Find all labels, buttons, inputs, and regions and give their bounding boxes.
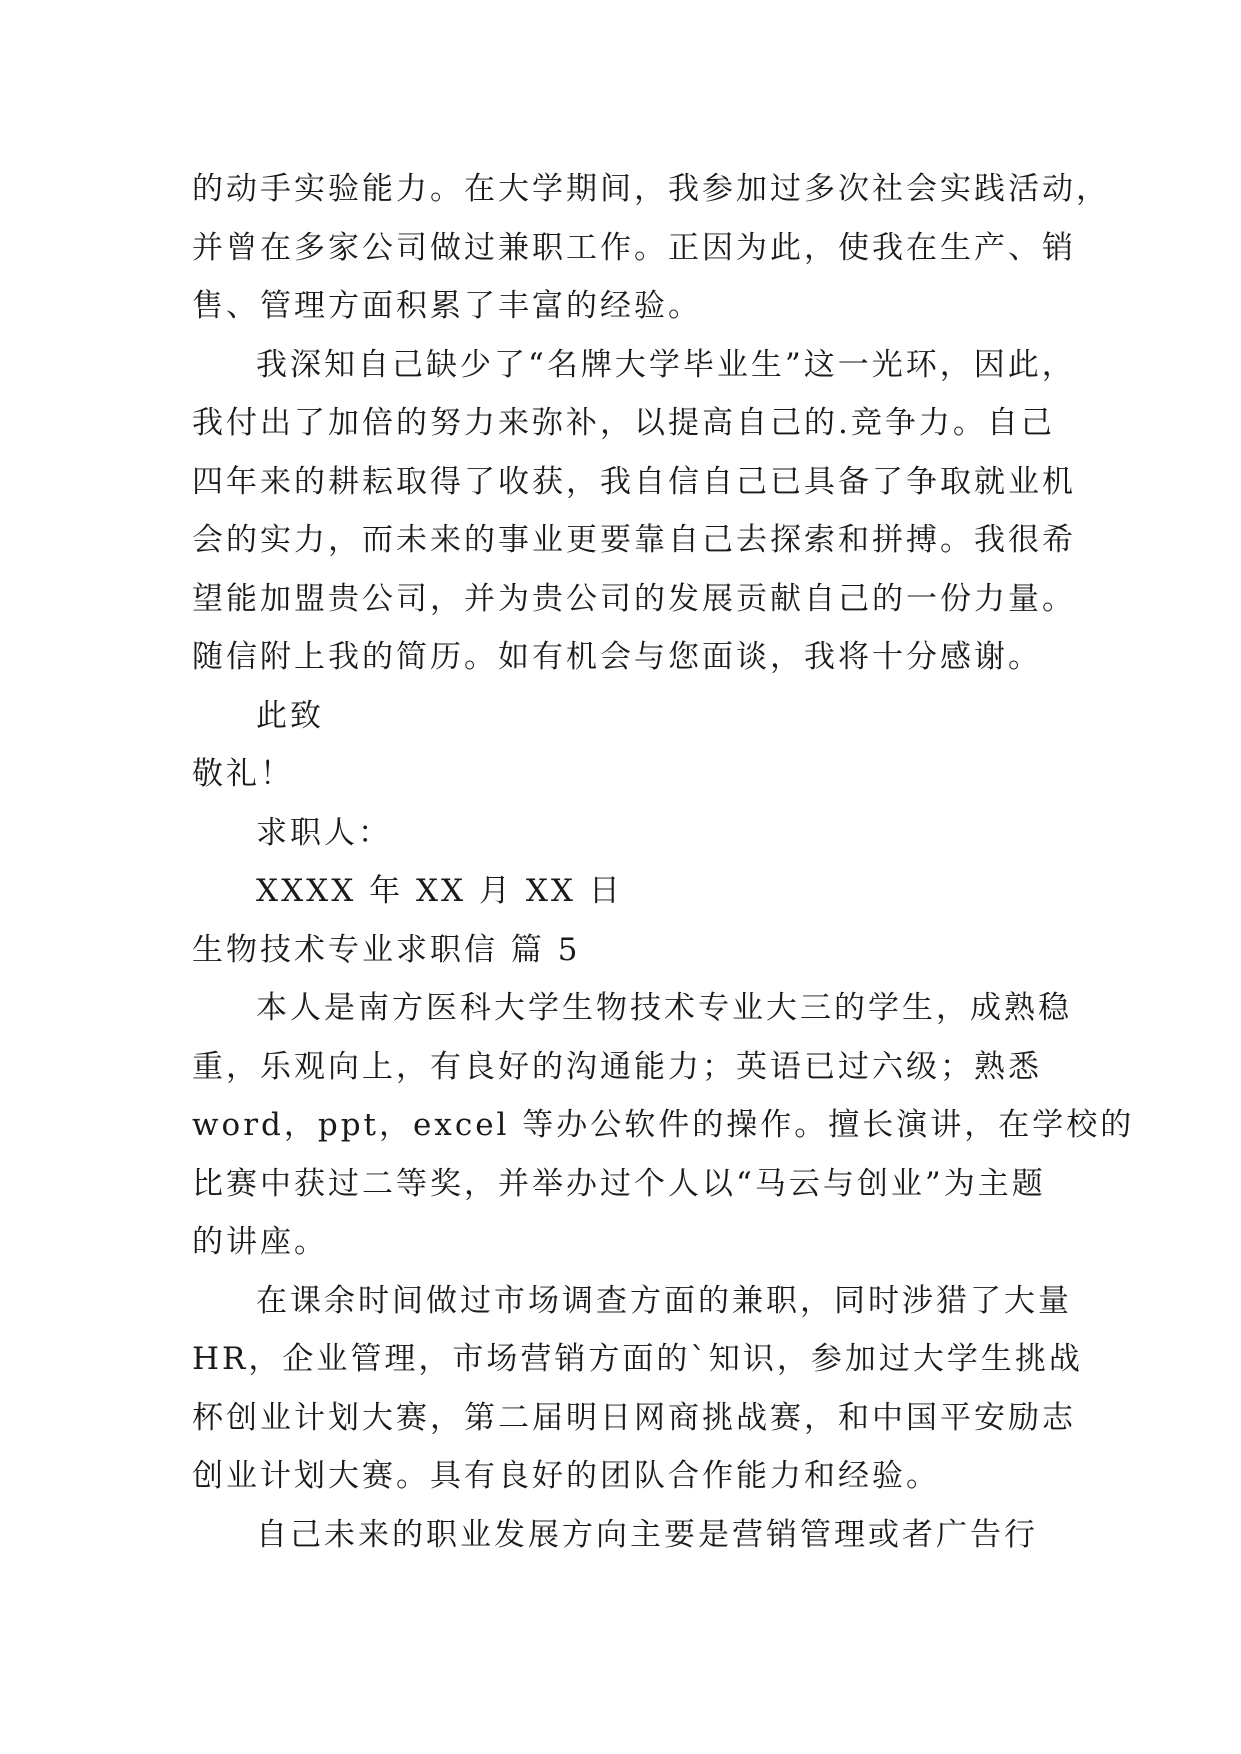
text-line: 杯创业计划大赛，第二届明日网商挑战赛，和中国平安励志: [192, 1399, 1076, 1436]
text-line: 的动手实验能力。在大学期间，我参加过多次社会实践活动，: [192, 171, 1110, 207]
text-line: 比赛中获过二等奖，并举办过个人以“马云与创业”为主题: [192, 1165, 1046, 1202]
text-line: 我深知自己缺少了“名牌大学毕业生”这一光环，因此，: [256, 346, 1076, 383]
text-line: 会的实力，而未来的事业更要靠自己去探索和拼搏。我很希: [192, 522, 1076, 558]
text-line: 随信附上我的简历。如有机会与您面谈，我将十分感谢。: [192, 639, 1042, 675]
text-line: HR，企业管理，市场营销方面的`知识，参加过大学生挑战: [192, 1341, 1083, 1377]
text-line: 望能加盟贵公司，并为贵公司的发展贡献自己的一份力量。: [192, 580, 1076, 617]
text-line: 并曾在多家公司做过兼职工作。正因为此，使我在生产、销: [192, 229, 1076, 266]
text-line: 我付出了加倍的努力来弥补，以提高自己的.竞争力。自己: [192, 405, 1055, 441]
closing-salutation: 此致: [256, 697, 324, 734]
text-line: 售、管理方面积累了丰富的经验。: [192, 288, 702, 324]
text-line: 四年来的耕耘取得了收获，我自信自己已具备了争取就业机: [192, 463, 1076, 500]
signature-date: XXXX 年 XX 月 XX 日: [256, 873, 623, 909]
text-line: 自己未来的职业发展方向主要是营销管理或者广告行: [256, 1516, 1038, 1553]
text-line: 重，乐观向上，有良好的沟通能力；英语已过六级；熟悉: [192, 1048, 1042, 1085]
text-line: 在课余时间做过市场调查方面的兼职，同时涉猎了大量: [256, 1282, 1072, 1319]
text-line: 创业计划大赛。具有良好的团队合作能力和经验。: [192, 1458, 940, 1494]
text-line: 的讲座。: [192, 1224, 328, 1260]
signature-label: 求职人：: [256, 814, 392, 851]
text-line: word，ppt，excel 等办公软件的操作。擅长演讲，在学校的: [192, 1107, 1135, 1143]
section-heading: 生物技术专业求职信 篇 5: [192, 931, 581, 968]
text-line: 本人是南方医科大学生物技术专业大三的学生，成熟稳: [256, 990, 1072, 1026]
closing-respect: 敬礼！: [192, 756, 294, 792]
letter-body: [192, 160, 1135, 1564]
